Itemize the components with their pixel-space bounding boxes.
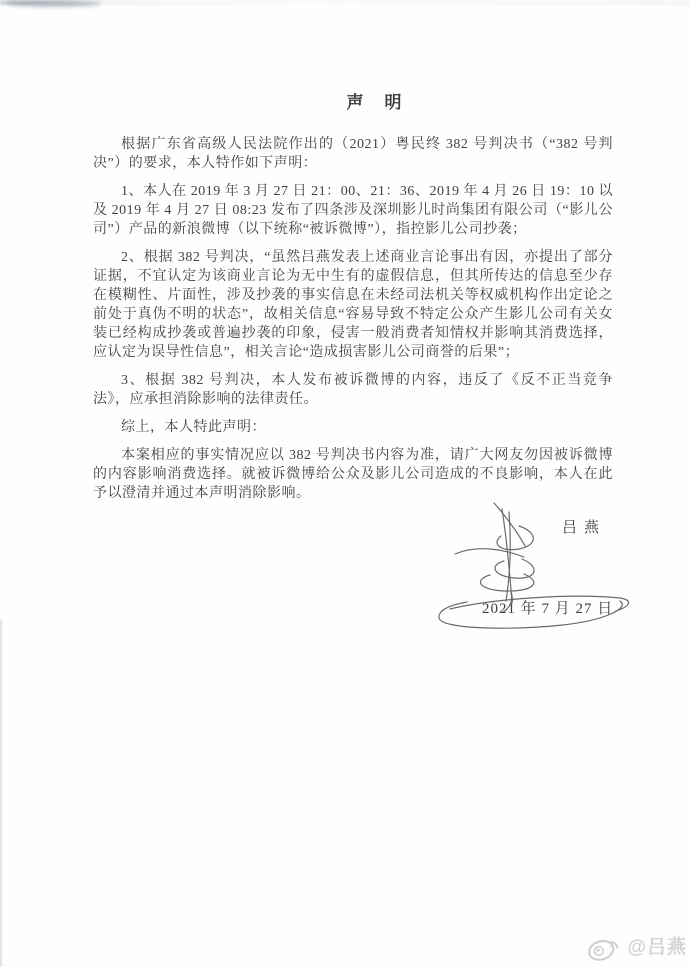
scan-artifact-top-edge — [0, 0, 690, 5]
statement-paragraph-item3: 3、根据 382 号判决，本人发布被诉微博的内容，违反了《反不正当竞争法》，应承担消除影响的法律责任。 — [93, 373, 613, 407]
statement-paragraph-item2: 2、根据 382 号判决，“虽然吕燕发表上述商业言论事出有因，亦提出了部分证据，不宜认定为该商业言论为无中生有的虚假信息，但其所传达的信息至少存在模糊性、片面性，涉及抄袭的事实信息在未经司法机关等权威机构作出定论之前处于真伪不明的状态”，故相关信息“容易导致不特定公众产生影儿公司有关女装已经构成抄袭或普遍抄袭的印象，侵害一般消费者知情权并影响其消费选择，应认定为误导性信息”，相关言论“造成损害影儿公司商誉的后果”； — [93, 250, 613, 360]
statement-paragraph-conclusion: 本案相应的事实情况应以 382 号判决书内容为准，请广大网友勿因被诉微博的内容影响消费选择。就被诉微博给公众及影儿公司造成的不良影响，本人在此予以澄清并通过本声明消除影响。 — [93, 448, 613, 501]
scan-artifact-left-edge — [0, 620, 2, 967]
watermark-handle: @吕燕 — [627, 937, 687, 958]
signature-printed-name: 吕燕 — [562, 520, 607, 536]
statement-paragraph-summary-lead: 综上，本人特此声明： — [121, 420, 266, 435]
weibo-logo-icon — [586, 932, 624, 963]
signature-date: 2021 年 7 月 27 日 — [482, 601, 614, 617]
statement-document — [93, 88, 613, 512]
scan-artifact-smudge — [6, 0, 101, 7]
statement-paragraph-intro: 根据广东省高级人民法院作出的（2021）粤民终 382 号判决书（“382 号判决”）的要求，本人特作如下声明： — [93, 137, 613, 171]
statement-paragraph-item1: 1、本人在 2019 年 3 月 27 日 21：00、21：36、2019 年 4 月 26 日 19：10 以及 2019 年 4 月 27 日 08:23 发布了四条涉及深圳影儿时尚集团有限公司（“影儿公司”）产品的新浪微博（以下统称“被诉微博”），指控影儿公司抄袭； — [93, 184, 613, 237]
weibo-watermark — [586, 932, 687, 963]
statement-title: 声 明 — [346, 93, 404, 112]
